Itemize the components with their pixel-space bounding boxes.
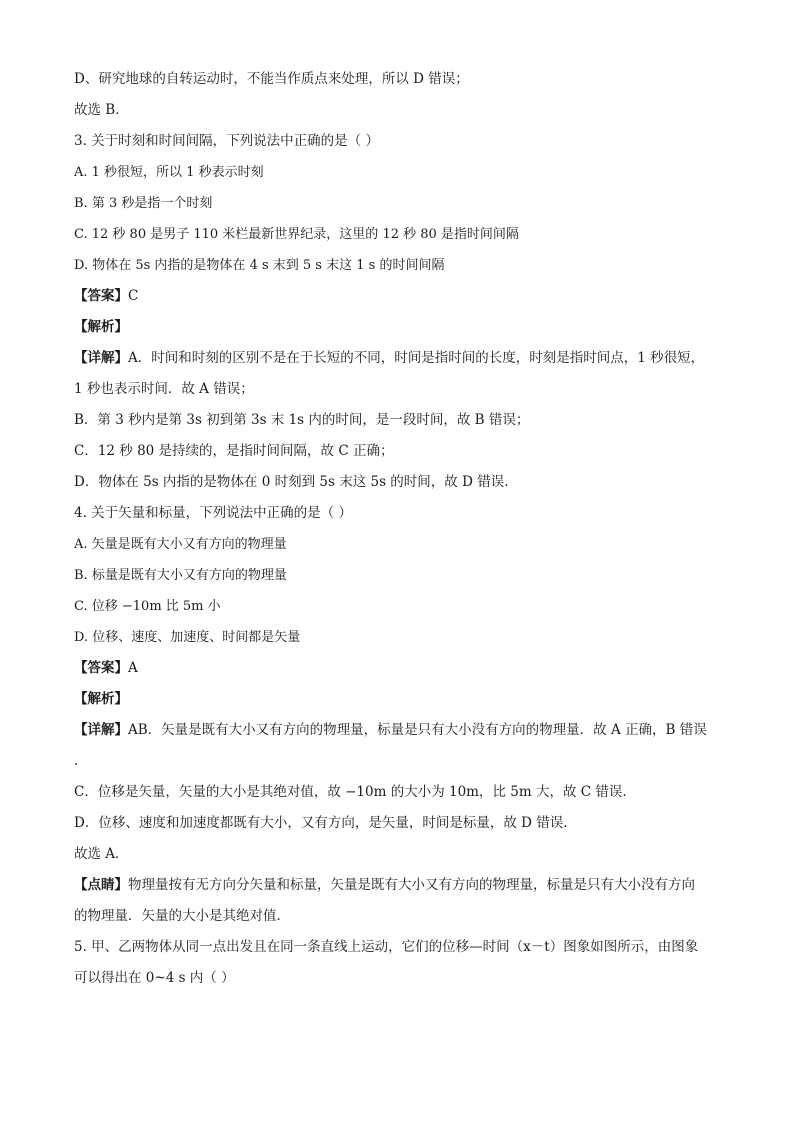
text-line-13: C．12 秒 80 是持续的，是指时间间隔，故 C 正确； xyxy=(74,443,394,459)
question-4-answer: 【答案】A xyxy=(74,660,138,676)
text-line-11: 1 秒也表示时间．故 A 错误； xyxy=(74,381,254,397)
question-3-option-a: A. 1 秒很短，所以 1 秒表示时刻 xyxy=(74,165,264,180)
question-4-option-d: D. 位移、速度、加速度、时间都是矢量 xyxy=(74,630,301,645)
detail-tag: 【详解】 xyxy=(74,722,128,738)
text-line-23: . xyxy=(74,753,79,769)
question-4-analysis xyxy=(74,684,738,715)
question-3-answer: 【答案】C xyxy=(74,288,139,304)
question-4-stem: 4. 关于矢量和标量，下列说法中正确的是（ ） xyxy=(74,505,352,521)
comment-tag: 【点睛】 xyxy=(74,877,128,893)
text-line-2: 故选 B． xyxy=(74,102,129,118)
question-3-detail: 【详解】A．时间和时刻的区别不是在于长短的不同，时间是指时间的长度，时刻是指时间点，1 秒很短， xyxy=(74,350,705,366)
text-line-25: D．位移、速度和加速度都既有大小，又有方向，是矢量，时间是标量，故 D 错误. xyxy=(74,815,568,831)
question-4-comment: 【点睛】物理量按有无方向分矢量和标量，矢量是既有大小又有方向的物理量，标量是只有大小没有方向 xyxy=(74,877,695,893)
question-4-option-c: C. 位移 −10m 比 5m 小 xyxy=(74,599,221,614)
question-3-analysis xyxy=(74,312,738,343)
analysis-tag: 【解析】 xyxy=(74,691,128,707)
question-5-stem: 5. 甲、乙两物体从同一点出发且在同一条直线上运动，它们的位移—时间（x－t）图象如图所示，由图象 xyxy=(74,939,699,955)
text-line-24: C．位移是矢量，矢量的大小是其绝对值，故 −10m 的大小为 10m，比 5m 大，故 C 错误. xyxy=(74,784,627,800)
text-line-28: 的物理量．矢量的大小是其绝对值． xyxy=(74,908,290,924)
question-3-option-d: D. 物体在 5s 内指的是物体在 4 s 末到 5 s 末这 1 s 的时间间隔 xyxy=(74,258,445,273)
question-4-detail: 【详解】AB．矢量是既有大小又有方向的物理量，标量是只有大小没有方向的物理量．故 A 正确，B 错误 xyxy=(74,722,707,738)
text-line-14: D．物体在 5s 内指的是物体在 0 时刻到 5s 末这 5s 的时间，故 D 错误. xyxy=(74,474,509,490)
question-5-stem-cont: 可以得出在 0~4 s 内（ ） xyxy=(74,970,235,986)
question-4-option-a: A. 矢量是既有大小又有方向的物理量 xyxy=(74,537,287,552)
analysis-tag: 【解析】 xyxy=(74,319,128,335)
answer-tag: 【答案】 xyxy=(74,288,128,304)
text-line-26: 故选 A． xyxy=(74,846,129,862)
text-line-12: B．第 3 秒内是第 3s 初到第 3s 末 1s 内的时间，是一段时间，故 B 错误； xyxy=(74,412,530,428)
question-3-option-c: C. 12 秒 80 是男子 110 米栏最新世界纪录，这里的 12 秒 80 是指时间间隔 xyxy=(74,227,519,242)
detail-tag: 【详解】 xyxy=(74,350,128,366)
answer-tag: 【答案】 xyxy=(74,660,128,676)
question-3-option-b: B. 第 3 秒是指一个时刻 xyxy=(74,196,213,211)
question-3-stem: 3. 关于时刻和时间间隔，下列说法中正确的是（ ） xyxy=(74,133,379,149)
question-4-option-b: B. 标量是既有大小又有方向的物理量 xyxy=(74,568,287,583)
text-line-1: D、研究地球的自转运动时，不能当作质点来处理，所以 D 错误； xyxy=(74,71,469,87)
